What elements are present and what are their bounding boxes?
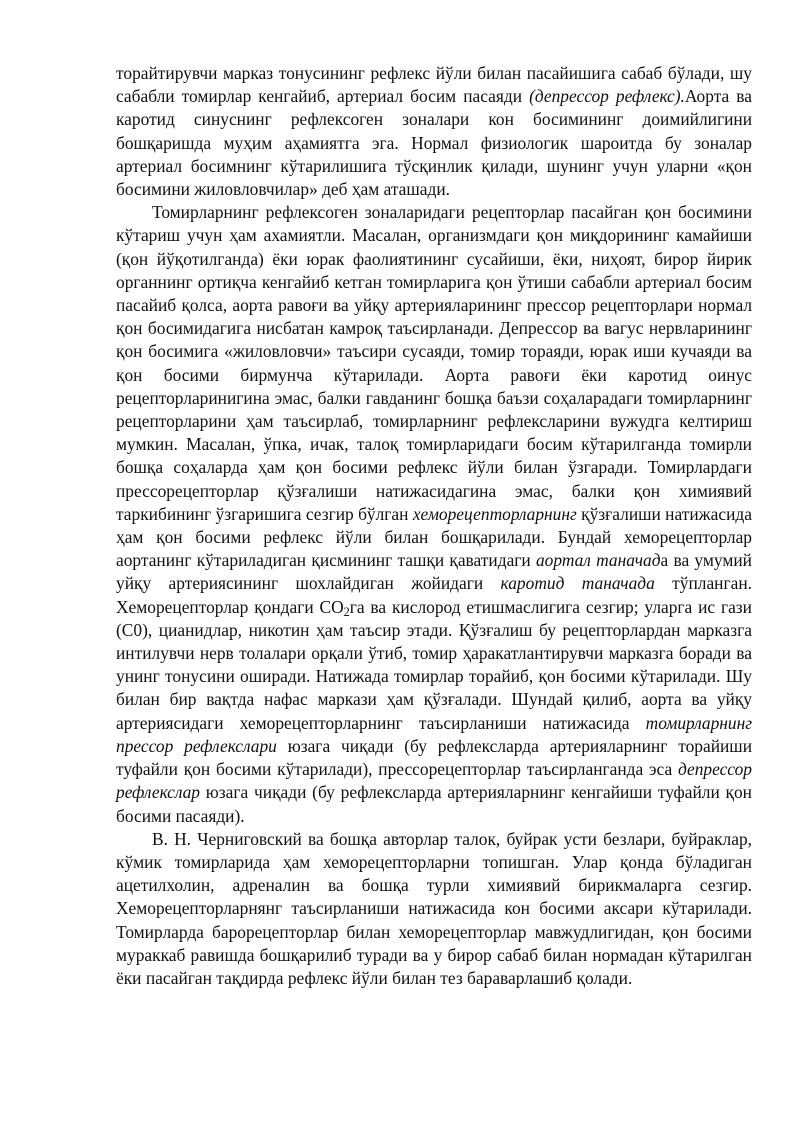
text-run: қўзғалиши натижасида ҳам қон босими рефлекс йўли билан бошқарилади. Бундай хеморецепторлар аортанинг кўтариладиган қисмининг ташқи қаватидаги	[116, 503, 752, 571]
paragraph-2	[116, 201, 752, 827]
text-run: а ва умумий уйқу артериясининг шохлайдиган жойидаги	[116, 550, 752, 594]
text-run: Аорта ва каротид синуснинг рефлексоген зоналари кон босимининг доимийлигини бошқаришда муҳим аҳамиятга эга. Нормал физиологик шароитда бу зоналар артериал босимнинг кўтарилишига тўсқинлик қилади, шунинг учун уларни «қон босимини жиловловчилар» деб ҳам аташади.	[116, 86, 752, 200]
text-run: юзага чиқади (бу рефлексларда артерияларнинг кенгайиши туфайли қон босими пасаяди).	[116, 782, 752, 826]
text-run: Томирларнинг рефлексоген зоналаридаги рецепторлар пасайган қон босимини кўтариш учун ҳам ахамиятли. Масалан, организмдаги қон миқдорининг камайиши (қон йўқотилганда) ёки юрак фаолиятининг сусайиши, ёки, ниҳоят, бирор йирик органнинг ортиқча кенгайиб кетган томирларига қон ўтиши сабабли артериал босим пасайиб қолса, аорта равоғи ва уйқу артерияларининг прессор рецепторлари нормал қон босимидагига нисбатан камроқ таъсирланади. Депрессор ва вагус нервларининг қон босимига «жиловловчи» таъсири сусаяди, томир тораяди, юрак иши кучаяди ва қон босими бирмунча кўтарилади. Аорта равоғи ёки каротид оинус рецепторларинигина эмас, балки гавданинг бошқа баъзи соҳаларадаги томирларнинг рецепторларини ҳам таъсирлаб, томирларнинг рефлексларини вужудга келтириш мумкин. Масалан, ўпка, ичак, талоқ томирларидаги босим кўтарилганда томирли бошқа соҳаларда ҳам қон босими рефлекс йўли билан ўзгаради. Томирлардаги прессорецепторлар қўзғалиши натижасидагина эмас, балки қон химиявий таркибининг ўзгаришига сезгир бўлган	[116, 202, 752, 524]
text-run: тўпланган. Хеморецепторлар қондаги СО	[116, 573, 752, 617]
text-run: га ва кислород етишмаслигига сезгир; уларга ис гази (С0), цианидлар, никотин ҳам таъсир этади. Қўзғалиш бу рецепторлардан марказга интилувчи нерв толалари орқали ўтиб, томир ҳаракатлантирувчи марказга боради ва унинг тонусини оширади. Натижада томирлар торайиб, қон босими кўтарилади. Шу билан бир вақтда нафас маркази ҳам қўзғалади. Шундай қилиб, аорта ва уйқу артериясидаги хеморецепторларнинг таъсирланиши натижасида	[116, 596, 752, 733]
italic-term-aortic-body: аортал таначад	[535, 550, 661, 571]
text-run: юзага чиқади (бу рефлексларда артерияларнинг торайиши туфайли қон босими кўтарилади), прессорецепторлар таъсирланганда эса	[116, 735, 753, 780]
paragraph-1	[116, 62, 752, 201]
italic-term-pressor-reflexes: томирларнинг прессор рефлекслари	[116, 712, 752, 756]
subscript-2: 2	[343, 604, 350, 619]
italic-term-depressor-reflexes: депрессор рефлекслар	[116, 759, 752, 803]
text-run: В. Н. Черниговский ва бошқа авторлар талок, буйрак усти безлари, буйраклар, кўмик томирларида ҳам хеморецепторларни топишган. Улар қонда бўладиган ацетилхолин, адреналин ва бошқа турли химиявий бирикмаларга сезгир. Хеморецепторларнянг таъсирланиши натижасида кон босими аксари кўтарилади. Томирларда барорецепторлар билан хеморецепторлар мавжудлигидан, қон босими мураккаб равишда бошқарилиб туради ва у бирор сабаб билан нормадан кўтарилган ёки пасайган тақдирда рефлекс йўли билан тез бараварлашиб қолади.	[116, 828, 752, 988]
italic-term-depressor-reflex: (депрессор рефлекс).	[529, 86, 685, 107]
text-run: торайтирувчи марказ тонусининг рефлекс йўли билан пасайишига сабаб бўлади, шу сабабли томирлар кенгайиб, артериал босим пасаяди	[116, 63, 752, 107]
paragraph-3	[116, 828, 752, 990]
italic-term-chemoreceptors: хеморецепторларнинг	[412, 503, 577, 524]
italic-term-carotid-body: каротид таначада	[500, 573, 655, 594]
